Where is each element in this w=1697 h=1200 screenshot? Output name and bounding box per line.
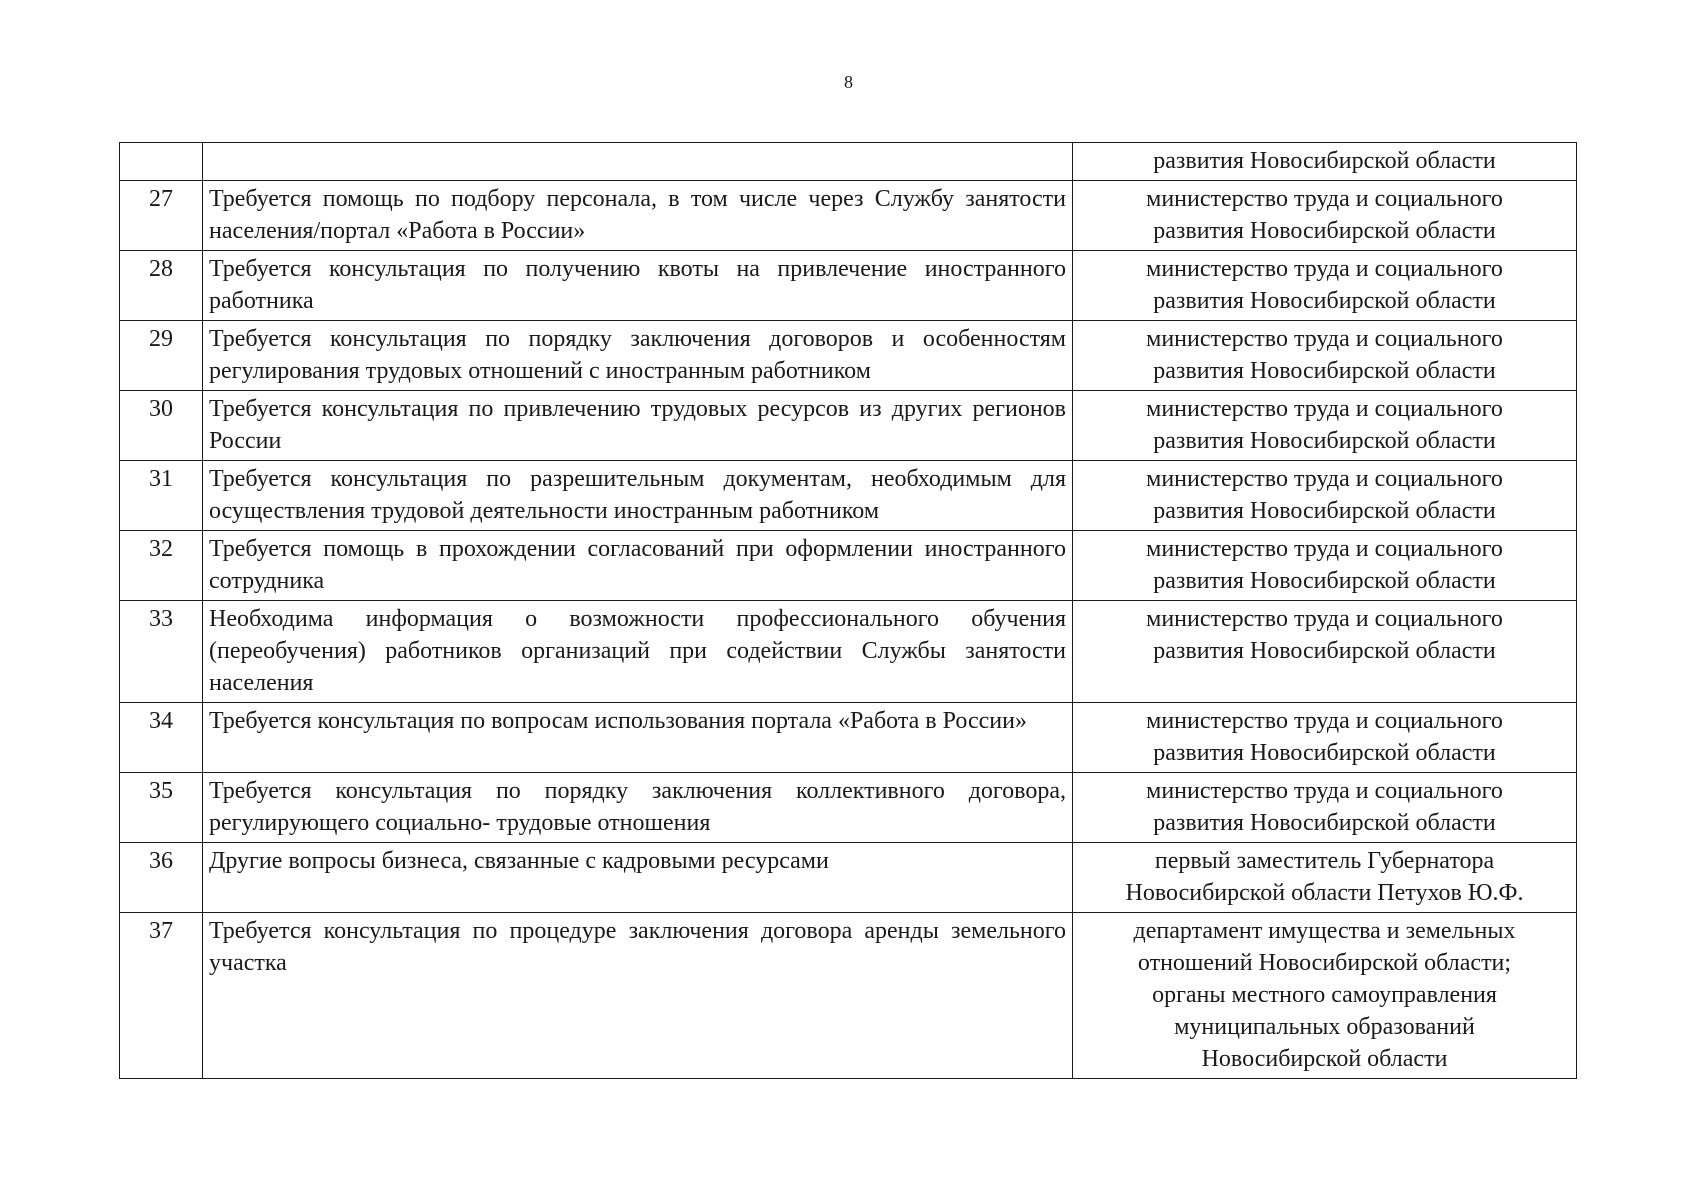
responsible-body: [1073, 251, 1577, 321]
table-row: [120, 703, 1577, 773]
row-number: 28: [120, 251, 203, 321]
responsible-body: [1073, 601, 1577, 703]
request-description: Требуется консультация по получению квоты на привлечение иностранного работника: [203, 251, 1073, 321]
row-number: 30: [120, 391, 203, 461]
row-number: 32: [120, 531, 203, 601]
responsible-body: [1073, 391, 1577, 461]
responsible-body: [1073, 461, 1577, 531]
row-number: 27: [120, 181, 203, 251]
responsible-body: [1073, 773, 1577, 843]
row-number: 29: [120, 321, 203, 391]
request-description: Необходима информация о возможности профессионального обучения (переобучения) работников организаций при содействии Службы занятости населения: [203, 601, 1073, 703]
row-number: 34: [120, 703, 203, 773]
responsible-line: органы местного самоуправления: [1152, 982, 1497, 1008]
table-row: [120, 913, 1577, 1079]
responsible-line: министерство труда и социального: [1146, 326, 1503, 352]
responsible-line: развития Новосибирской области: [1153, 498, 1496, 524]
request-description: Другие вопросы бизнеса, связанные с кадровыми ресурсами: [203, 843, 1073, 913]
responsible-body: [1073, 321, 1577, 391]
request-description: Требуется консультация по процедуре заключения договора аренды земельного участка: [203, 913, 1073, 1079]
responsible-line: Новосибирской области Петухов Ю.Ф.: [1125, 880, 1524, 906]
request-description: Требуется помощь в прохождении согласований при оформлении иностранного сотрудника: [203, 531, 1073, 601]
table-row: [120, 461, 1577, 531]
responsible-line: министерство труда и социального: [1146, 256, 1503, 282]
table-row: [120, 181, 1577, 251]
request-description: Требуется консультация по порядку заключения договоров и особенностям регулирования трудовых отношений с иностранным работником: [203, 321, 1073, 391]
table-row: [120, 251, 1577, 321]
table-row: [120, 321, 1577, 391]
responsible-line: развития Новосибирской области: [1153, 638, 1496, 664]
responsible-line: развития Новосибирской области: [1153, 568, 1496, 594]
responsible-line: министерство труда и социального: [1146, 536, 1503, 562]
responsible-body: [1073, 143, 1577, 181]
responsible-body: [1073, 843, 1577, 913]
request-description: Требуется помощь по подбору персонала, в том числе через Службу занятости населения/портал «Работа в России»: [203, 181, 1073, 251]
table-row: [120, 531, 1577, 601]
table-row: [120, 773, 1577, 843]
responsible-line: развития Новосибирской области: [1153, 288, 1496, 314]
row-number: 35: [120, 773, 203, 843]
responsible-line: министерство труда и социального: [1146, 396, 1503, 422]
responsible-line: министерство труда и социального: [1146, 466, 1503, 492]
responsible-line: министерство труда и социального: [1146, 778, 1503, 804]
responsible-line: министерство труда и социального: [1146, 186, 1503, 212]
request-description: Требуется консультация по привлечению трудовых ресурсов из других регионов России: [203, 391, 1073, 461]
responsible-line: отношений Новосибирской области;: [1137, 950, 1512, 976]
request-routing-table: [119, 142, 1577, 1079]
table-row: [120, 391, 1577, 461]
table-row: [120, 601, 1577, 703]
responsible-line: развития Новосибирской области: [1153, 218, 1496, 244]
page-number: 8: [844, 72, 853, 92]
responsible-line: министерство труда и социального: [1146, 606, 1503, 632]
responsible-body: [1073, 531, 1577, 601]
responsible-line: развития Новосибирской области: [1153, 148, 1496, 174]
responsible-body: [1073, 913, 1577, 1079]
responsible-line: развития Новосибирской области: [1153, 740, 1496, 766]
request-description: Требуется консультация по порядку заключения коллективного договора, регулирующего социально- трудовые отношения: [203, 773, 1073, 843]
request-description: Требуется консультация по вопросам использования портала «Работа в России»: [203, 703, 1073, 773]
responsible-line: первый заместитель Губернатора: [1154, 848, 1495, 874]
responsible-line: развития Новосибирской области: [1153, 428, 1496, 454]
request-description: [203, 143, 1073, 181]
responsible-line: развития Новосибирской области: [1153, 810, 1496, 836]
responsible-line: развития Новосибирской области: [1153, 358, 1496, 384]
table-body: [120, 143, 1577, 1079]
responsible-line: департамент имущества и земельных: [1133, 918, 1516, 944]
row-number: 36: [120, 843, 203, 913]
table-row: [120, 143, 1577, 181]
row-number: 33: [120, 601, 203, 703]
table-row: [120, 843, 1577, 913]
responsible-body: [1073, 703, 1577, 773]
row-number: [120, 143, 203, 181]
responsible-line: министерство труда и социального: [1146, 708, 1503, 734]
responsible-line: муниципальных образований: [1174, 1014, 1475, 1040]
row-number: 37: [120, 913, 203, 1079]
responsible-line: Новосибирской области: [1201, 1046, 1448, 1072]
request-description: Требуется консультация по разрешительным документам, необходимым для осуществления трудовой деятельности иностранным работником: [203, 461, 1073, 531]
row-number: 31: [120, 461, 203, 531]
responsible-body: [1073, 181, 1577, 251]
